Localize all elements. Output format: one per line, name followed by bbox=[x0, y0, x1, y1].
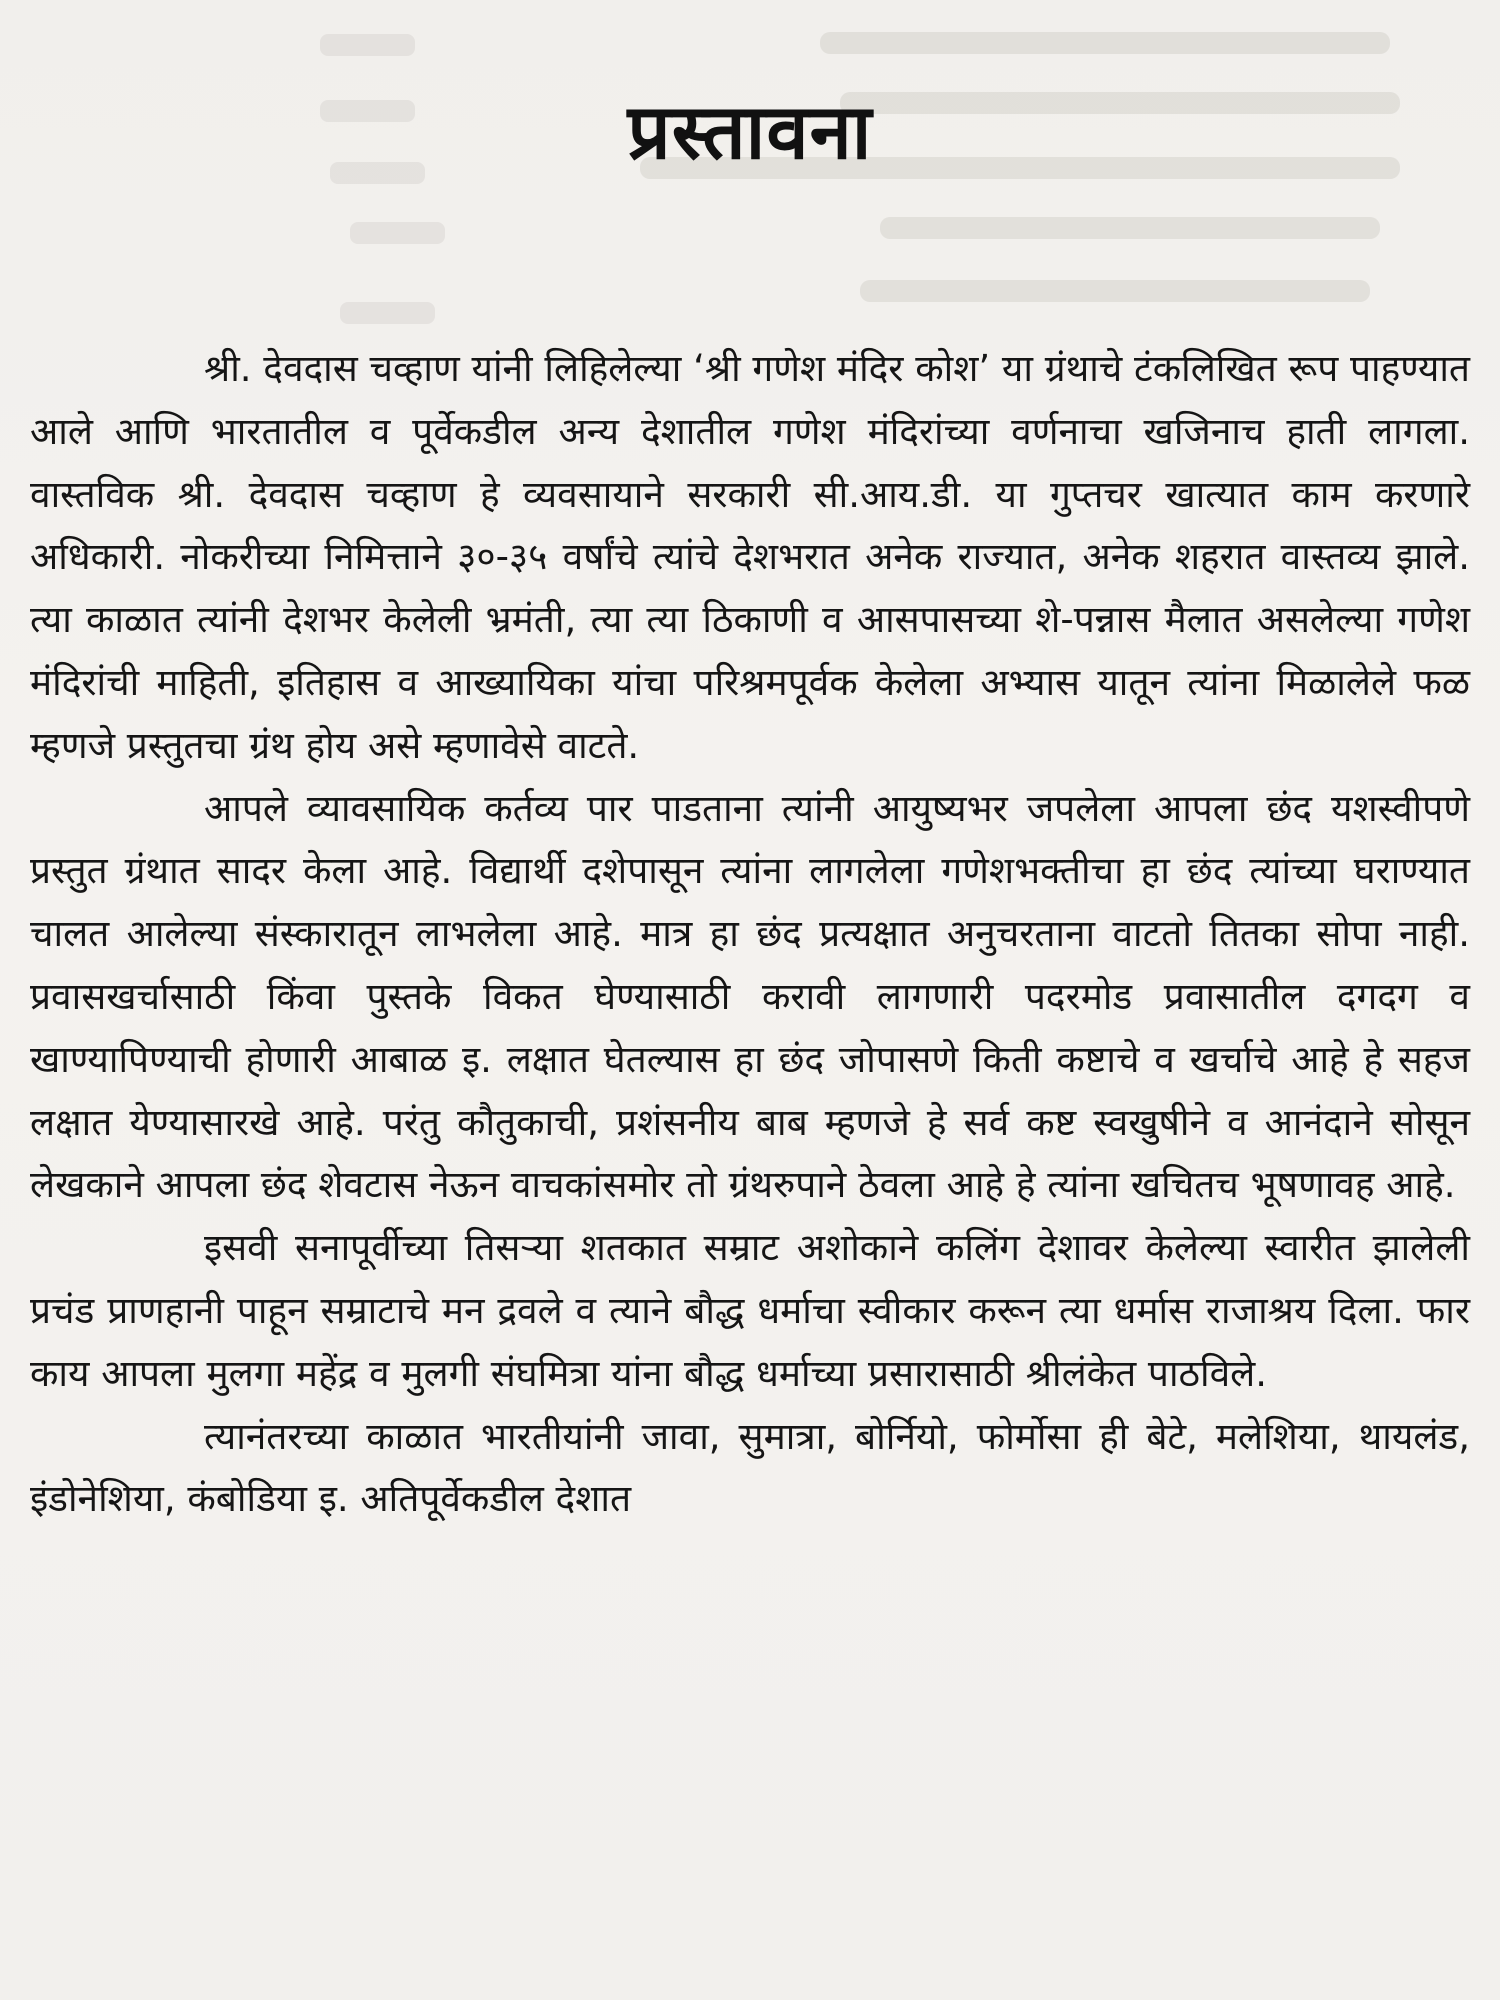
paragraph-3: इसवी सनापूर्वीच्या तिसऱ्या शतकात सम्राट अशोकाने कलिंग देशावर केलेल्या स्वारीत झालेली प्रचंड प्राणहानी पाहून सम्राटाचे मन द्रवले व त्याने बौद्ध धर्माचा स्वीकार करून त्या धर्मास राजाश्रय दिला. फार काय आपला मुलगा महेंद्र व मुलगी संघमित्रा यांना बौद्ध धर्माच्या प्रसारासाठी श्रीलंकेत पाठविले. bbox=[30, 1226, 1470, 1395]
paragraph-1: श्री. देवदास चव्हाण यांनी लिहिलेल्या ‘श्री गणेश मंदिर कोश’ या ग्रंथाचे टंकलिखित रूप पाहण्यात आले आणि भारतातील व पूर्वेकडील अन्य देशातील गणेश मंदिरांच्या वर्णनाचा खजिनाच हाती लागला. वास्तविक श्री. देवदास चव्हाण हे व्यवसायाने सरकारी सी.आय.डी. या गुप्तचर खात्यात काम करणारे अधिकारी. नोकरीच्या निमित्ताने ३०-३५ वर्षांचे त्यांचे देशभरात अनेक राज्यात, अनेक शहरात वास्तव्य झाले. त्या काळात त्यांनी देशभर केलेली भ्रमंती, त्या त्या ठिकाणी व आसपासच्या शे-पन्नास मैलात असलेल्या गणेश मंदिरांची माहिती, इतिहास व आख्यायिका यांचा परिश्रमपूर्वक केलेला अभ्यास यातून त्यांना मिळालेले फळ म्हणजे प्रस्तुतचा ग्रंथ होय असे म्हणावेसे वाटते. bbox=[30, 347, 1470, 767]
paragraph-2: आपले व्यावसायिक कर्तव्य पार पाडताना त्यांनी आयुष्यभर जपलेला आपला छंद यशस्वीपणे प्रस्तुत ग्रंथात सादर केला आहे. विद्यार्थी दशेपासून त्यांना लागलेला गणेशभक्तीचा हा छंद त्यांच्या घराण्यात चालत आलेल्या संस्कारातून लाभलेला आहे. मात्र हा छंद प्रत्यक्षात अनुचरताना वाटतो तितका सोपा नाही. प्रवासखर्चासाठी किंवा पुस्तके विकत घेण्यासाठी करावी लागणारी पदरमोड प्रवासातील दगदग व खाण्यापिण्याची होणारी आबाळ इ. लक्षात घेतल्यास हा छंद जोपासणे किती कष्टाचे व खर्चाचे आहे हे सहज लक्षात येण्यासारखे आहे. परंतु कौतुकाची, प्रशंसनीय बाब म्हणजे हे सर्व कष्ट स्वखुषीने व आनंदाने सोसून लेखकाने आपला छंद शेवटास नेऊन वाचकांसमोर तो ग्रंथरुपाने ठेवला आहे हे त्यांना खचितच भूषणावह आहे. bbox=[30, 786, 1470, 1207]
paragraph-4: त्यानंतरच्या काळात भारतीयांनी जावा, सुमात्रा, बोर्नियो, फोर्मोसा ही बेटे, मलेशिया, थायलंड, इंडोनेशिया, कंबोडिया इ. अतिपूर्वेकडील देशात bbox=[30, 1414, 1470, 1521]
page-heading: प्रस्तावना bbox=[627, 87, 873, 176]
body-text bbox=[30, 338, 1470, 1531]
